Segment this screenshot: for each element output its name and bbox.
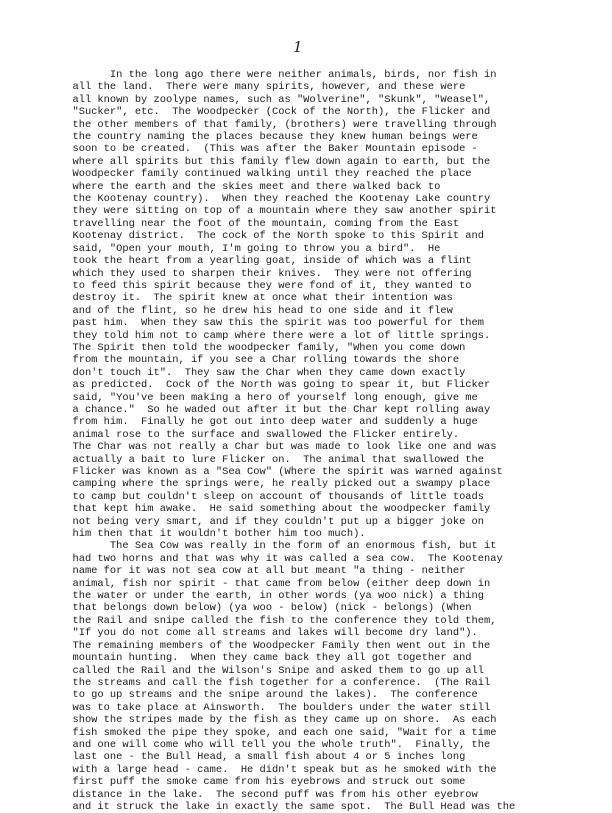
text-line: all known by zoolype names, such as "Wolverine", "Skunk", "Weasel",	[60, 93, 491, 106]
text-line: a chance." So he waded out after it but the Char kept rolling away	[60, 403, 491, 416]
text-line: name for it was not sea cow at all but meant "a thing - neither	[60, 565, 466, 578]
text-line: said, "Open your mouth, I'm going to throw you a bird". He	[60, 242, 441, 255]
text-line: show the stripes made by the fish as they came up on shore. As each	[60, 714, 497, 727]
text-line: where the earth and the skies meet and there walked back to	[60, 180, 441, 193]
text-line: actually a bait to lure Flicker on. The animal that swallowed the	[60, 453, 485, 466]
text-line: that kept him awake. He said something about the woodpecker family	[60, 503, 491, 516]
text-line: him then that it wouldn't bother him too much).	[60, 528, 366, 541]
text-line: and one will come who will tell you the whole truth". Finally, the	[60, 738, 491, 751]
text-line: the country naming the places because they knew human beings were	[60, 131, 478, 144]
text-line: distance in the lake. The second puff was from his other eyebrow	[60, 788, 478, 801]
text-line: that belongs down below) (ya woo - below) (nick - belongs) (When	[60, 602, 472, 615]
text-line: which they used to sharpen their knives. They were not offering	[60, 267, 472, 280]
text-line: animal, fish nor spirit - that came from below (either deep down in	[60, 577, 491, 590]
text-line: The Sea Cow was really in the form of an enormous fish, but it	[60, 540, 497, 553]
text-line: where all spirits but this family flew down again to earth, but the	[60, 155, 491, 168]
text-line: The Spirit then told the woodpecker family, "When you come down	[60, 341, 466, 354]
text-line: called the Rail and the Wilson's Snipe and asked them to go up all	[60, 664, 485, 677]
text-line: don't touch it". They saw the Char when they came down exactly	[60, 366, 466, 379]
text-line: they told him not to camp where there were a lot of little springs.	[60, 329, 491, 342]
text-line: not being very smart, and if they couldn't put up a bigger joke on	[60, 515, 485, 528]
text-line: soon to be created. (This was after the Baker Mountain episode -	[60, 143, 478, 156]
text-line: Woodpecker family continued walking until they reached the place	[60, 168, 472, 181]
text-line: In the long ago there were neither animals, birds, nor fish in	[60, 69, 497, 81]
text-line: took the heart from a yearling goat, inside of which was a flint	[60, 255, 472, 268]
text-line: to go up streams and the snipe around the lakes). The conference	[60, 689, 478, 702]
text-line: animal rose to the surface and swallowed the Flicker entirely.	[60, 428, 460, 441]
text-line: and of the flint, so he drew his head to one side and it flew	[60, 304, 453, 317]
text-line: the Rail and snipe called the fish to the conference they told them,	[60, 614, 497, 627]
text-line: "If you do not come all streams and lakes will become dry land").	[60, 627, 478, 640]
text-line: fish smoked the pipe they spoke, and each one said, "Wait for a time	[60, 726, 497, 739]
text-line: mountain hunting. When they came back they all got together and	[60, 652, 472, 665]
body-text	[60, 69, 612, 813]
text-line: first puff the smoke came from his eyebrows and struck out some	[60, 776, 466, 789]
text-line: all the land. There were many spirits, however, and these were	[60, 81, 466, 94]
text-line: camping where the springs were, he really picked out a swampy place	[60, 478, 491, 491]
text-line: The Char was not really a Char but was made to look like one and was	[60, 441, 497, 454]
text-line: from him. Finally he got out into deep water and suddenly a huge	[60, 416, 478, 429]
text-line: was to take place at Ainsworth. The boulders under the water still	[60, 701, 491, 714]
text-line: as predicted. Cock of the North was going to spear it, but Flicker	[60, 379, 491, 392]
text-line: travelling near the foot of the mountain, coming from the East	[60, 217, 460, 230]
text-line: had two horns and that was why it was called a sea cow. The Kootenay	[60, 552, 503, 565]
text-line: The remaining members of the Woodpecker Family then went out in the	[60, 639, 491, 652]
text-line: past him. When they saw this the spirit was too powerful for them	[60, 317, 485, 330]
text-line: the Kootenay country). When they reached the Kootenay Lake country	[60, 193, 491, 206]
text-line: the other members of that family, (brothers) were travelling through	[60, 118, 497, 131]
text-line: last one - the Bull Head, a small fish about 4 or 5 inches long	[60, 751, 466, 764]
text-line: and it struck the lake in exactly the same spot. The Bull Head was the	[60, 800, 516, 813]
text-line: they were sitting on top of a mountain where they saw another spirit	[60, 205, 497, 218]
page-number-mark: 1	[293, 38, 303, 56]
text-line: to feed this spirit because they were fond of it, they wanted to	[60, 279, 472, 292]
text-line: the water or under the earth, in other words (ya woo nick) a thing	[60, 590, 485, 603]
text-line: destroy it. The spirit knew at once what their intention was	[60, 292, 453, 305]
text-line: "Sucker", etc. The Woodpecker (Cock of the North), the Flicker and	[60, 106, 491, 119]
text-line: from the mountain, if you see a Char rolling towards the shore	[60, 354, 460, 367]
text-line: with a large head - came. He didn't speak but as he smoked with the	[60, 763, 497, 776]
text-line: Kootenay district. The cock of the North spoke to this Spirit and	[60, 230, 485, 243]
text-line: the streams and call the fish together for a conference. (The Rail	[60, 676, 491, 689]
text-line: said, "You've been making a hero of yourself long enough, give me	[60, 391, 478, 404]
text-line: to camp but couldn't sleep on account of thousands of little toads	[60, 490, 485, 503]
text-line: Flicker was known as a "Sea Cow" (Where the spirit was warned against	[60, 466, 503, 478]
